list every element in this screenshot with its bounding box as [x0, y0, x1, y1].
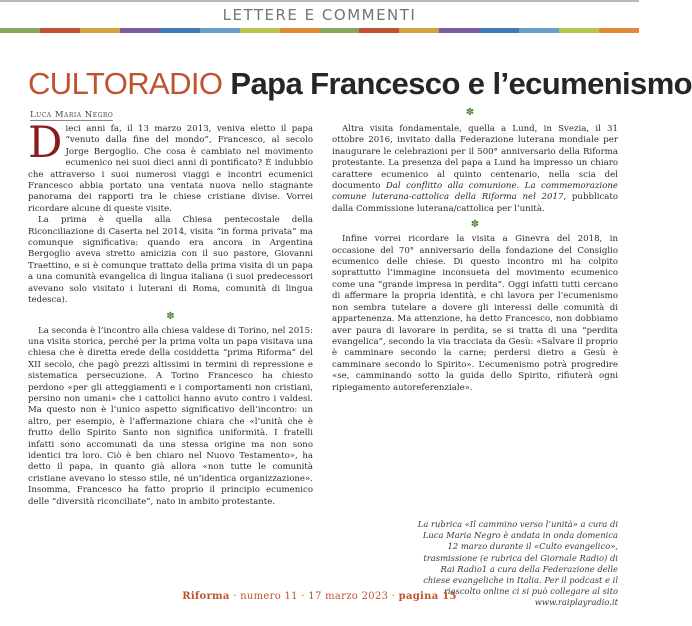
stripe-segment — [399, 28, 439, 33]
drop-cap: D — [28, 118, 63, 168]
color-stripe — [0, 28, 639, 33]
footer-publication: Riforma — [182, 591, 230, 602]
headline-kicker: CULTORADIO — [28, 66, 223, 101]
leaf-divider-icon: ✽ — [166, 310, 175, 322]
article-column-right — [332, 124, 618, 394]
leaf-icon: ✽ — [465, 107, 475, 118]
stripe-segment — [439, 28, 479, 33]
stripe-segment — [240, 28, 280, 33]
footer-separator: · — [229, 591, 241, 602]
stripe-segment — [320, 28, 360, 33]
stripe-segment — [599, 28, 639, 33]
paragraph-4-text-b: . — [516, 181, 525, 192]
document-title-1: Dal conflitto alla comunione — [385, 181, 517, 192]
leaf-divider-icon: ✽ — [470, 219, 480, 231]
author-byline: Luca Maria Negro — [30, 110, 114, 120]
stripe-segment — [0, 28, 40, 33]
document-title-2: La commemorazione comune luterana-cattolica della Riforma nel 2017 — [332, 181, 619, 203]
stripe-segment — [120, 28, 160, 33]
stripe-segment — [40, 28, 80, 33]
footer-page: pagina 15 — [398, 591, 457, 602]
article-column-left — [28, 118, 313, 508]
headline-title: Papa Francesco e l’ecumenismo — [230, 66, 692, 101]
stripe-segment — [200, 28, 240, 33]
paragraph-4-text-a: Altra visita fondamentale, quella a Lund, in Svezia, il 31 ottobre 2016, invitato dalla Federazione luterana mondiale per inaugurare le celebrazioni per il 500° anniversario della Riforma protestante. La presenza del papa a Lund ha impresso un chiaro carattere ecumenico al quinto centenario, nella scia del documento — [332, 124, 618, 192]
footer-separator: · — [297, 591, 309, 602]
paragraph-1 — [28, 118, 313, 215]
top-rule — [0, 0, 639, 2]
paragraph-2: La prima è quella alla Chiesa pentecostale della Riconciliazione di Caserta nel 2014, visita “in forma privata” ma comunque significativa: quando era ancora in Argentina Bergoglio aveva stretto amicizia con il suo pastore, Giovanni Traettino, e si è comunque trattato della prima visita di un papa a una comunità evangelica di lingua italiana (i suoi predecessori avevano solo visitato i luterani di Roma, comunità di lingua tedesca). — [28, 215, 313, 306]
stripe-segment — [519, 28, 559, 33]
stripe-segment — [559, 28, 599, 33]
footer-date: 17 marzo 2023 — [308, 591, 389, 602]
section-title: LETTERE E COMMENTI — [222, 6, 417, 24]
paragraph-4-text-c: , pubblicato dalla Commissione luterana/cattolica per l’unità. — [332, 192, 619, 214]
rubrica-note: La rubrica «Il cammino verso l’unità» a cura di Luca Maria Negro è andata in onda domenica 12 marzo durante il «Culto evangelico», trasmissione (e rubrica del Giornale Radio) di Rai Radio1 a cura della Federazione delle chiese evangeliche in Italia. Per il podcast e il riascolto online ci si può collegare al sito www.raiplayradio.it — [417, 519, 618, 608]
stripe-segment — [280, 28, 320, 33]
footer-separator: · — [388, 591, 399, 602]
paragraph-4 — [332, 124, 618, 215]
stripe-segment — [359, 28, 399, 33]
stripe-segment — [160, 28, 200, 33]
footer-issue: numero 11 — [240, 591, 298, 602]
stripe-segment — [80, 28, 120, 33]
paragraph-5: Infine vorrei ricordare la visita a Ginevra del 2018, in occasione del 70° anniversario della fondazione del Consiglio ecumenico delle chiese. Di questo incontro mi ha colpito soprattutto l’immagine inconsueta del movimento ecumenico come una “grande impresa in perdita”. Oggi infatti tutti cercano di affermare la propria identità, e chi lavora per l’ecumenismo non sembra tutelare a dovere gli interessi delle comunità di appartenenza. Ma attenzione, ha detto Francesco, non dobbiamo aver paura di lavorare in perdita, se si tratta di una “perdita evangelica”, secondo la via tracciata da Gesù: «Salvare il proprio è camminare secondo la carne; perdersi dietro a Gesù è camminare secondo lo Spirito». L’ecumenismo potrà progredire «se, camminando sotto la guida dello Spirito, rifiuterà ogni ripiegamento autoreferenziale». — [332, 234, 618, 393]
paragraph-1-text: ieci anni fa, il 13 marzo 2013, veniva eletto il papa “venuto dalla fine del mondo”, Francesco, al secolo Jorge Bergoglio. Che cosa è cambiato nel movimento ecumenico nei suoi dieci anni di pontificato? È indubbio che attraverso i suoi numerosi viaggi e incontri ecumenici Francesco abbia portato una ventata nuova nello stagnante panorama dei rapporti tra le chiese cristiane divise. Vorrei ricordare alcune di queste visite. — [28, 124, 313, 214]
page-footer — [0, 591, 639, 602]
stripe-segment — [479, 28, 519, 33]
paragraph-3: La seconda è l’incontro alla chiesa valdese di Torino, nel 2015: una visita storica, perché per la prima volta un papa visitava una chiesa che è diretta erede della cosiddetta “prima Riforma” del XII secolo, che pagò prezzi altissimi in termini di repressione e sistematica persecuzione. A Torino Francesco ha chiesto perdono «per gli atteggiamenti e i comportamenti non cristiani, persino non umani» che i cattolici hanno avuto contro i valdesi. Ma questo non è l’unico aspetto significativo dell’incontro: un altro, per esempio, è l’affermazione chiara che «l’unità che è frutto dello Spirito Santo non significa uniformità. I fratelli infatti sono accomunati da una stessa origine ma non sono identici tra loro. Ciò è ben chiaro nel Nuovo Testamento», ha detto il papa, in quanto già allora «non tutte le comunità cristiane avevano lo stesso stile, né un’identica organizzazione». Insomma, Francesco ha fatto proprio il principio ecumenico delle “diversità riconciliate”, nato in ambito protestante. — [28, 325, 313, 507]
headline — [28, 66, 692, 102]
